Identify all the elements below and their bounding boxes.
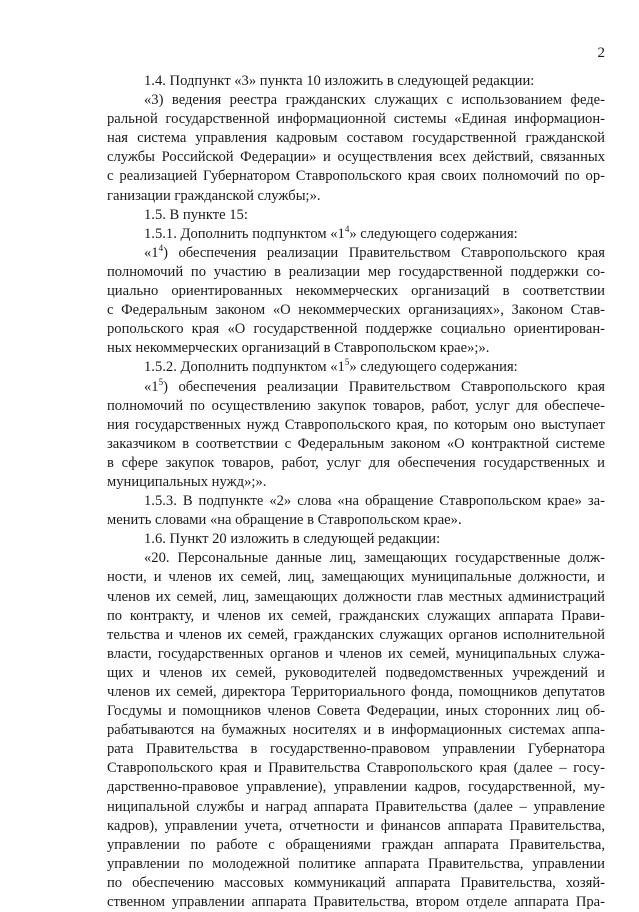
text-line [107,549,605,568]
line-text: «1 [144,378,159,395]
line-text: «3) ведения реестра гражданских служащих с использованием феде- [144,92,605,109]
line-text: членов их семей, директора Территориального фонда, помощников депутатов [107,684,605,700]
superscript: 5 [158,376,164,387]
text-line [107,473,605,492]
line-text: власти, государственных органов и членов их семей, муниципальных служа- [107,645,605,662]
line-text: «20. Персональные данные лиц, замещающих государственные долж- [144,550,605,567]
text-line [107,874,605,893]
text-line [107,683,605,702]
text-line [107,607,605,626]
document-body [107,72,605,912]
line-text: с Федеральным законом «О некоммерческих организациях», Законом Став- [107,302,605,319]
text-line [107,664,605,683]
line-text: управлении по молодежной политике аппарата Правительства, управлении [107,855,605,872]
page-number: 2 [597,45,605,61]
line-text: рата Правительства в государственно-правовом управлении Губернатора [107,741,605,758]
text-line [107,817,605,836]
line-text: ральной государственной информационной системы «Единая информацион- [107,111,605,128]
line-text: 1.5. В пункте 15: [144,206,248,223]
line-text: членов их семей, лиц, замещающих должности глав местных администраций [107,588,605,605]
text-line [107,588,605,607]
text-line [107,320,605,339]
text-line [107,511,605,530]
line-text: в сфере закупок товаров, работ, услуг для обеспечения государственных и [107,454,605,471]
line-text: 1.4. Подпункт «3» пункта 10 изложить в следующей редакции: [144,73,535,89]
line-text: ниципальной службы и наград аппарата Правительства (далее – управление [107,798,605,815]
line-text: управлении по работе с обращениями граждан аппарата Правительства, [107,836,605,853]
text-line [107,397,605,416]
line-text: 1.5.2. Дополнить подпунктом «1 [144,359,345,376]
text-line [107,358,605,377]
line-text: ганизации гражданской службы;». [107,187,321,204]
text-line [107,568,605,587]
text-line [107,129,605,148]
text-line [107,148,605,167]
line-text: полномочий по осуществлению закупок товаров, работ, услуг для обеспече- [107,397,605,414]
line-text-continued: ) обеспечения реализации Правительством Ставропольского края [163,244,605,261]
superscript: 4 [158,242,164,253]
text-line [107,778,605,797]
line-text: Ставропольского края и Правительства Ставропольского края (далее – госу- [107,760,605,777]
text-line [107,167,605,186]
line-text: с реализацией Губернатором Ставропольского края своих полномочий по ор- [107,168,605,185]
line-text: 1.6. Пункт 20 изложить в следующей редакции: [144,531,441,548]
line-text: ропольского края «О государственной поддержке социально ориентирован- [107,321,605,338]
text-line [107,836,605,855]
text-line [107,721,605,740]
text-line [107,110,605,129]
line-text: щих и членов их семей, руководителей подведомственных учреждений и [107,664,605,681]
text-line [107,454,605,473]
line-text: службы Российской Федерации» и осуществления всех действий, связанных [107,149,605,166]
text-line [107,702,605,721]
text-line [107,339,605,358]
text-line [107,645,605,664]
text-line [107,855,605,874]
text-line [107,225,605,244]
line-text: циально ориентированных некоммерческих организаций в соответствии [107,283,605,300]
superscript: 4 [344,223,350,234]
text-line [107,91,605,110]
text-line [107,798,605,817]
line-text: тельства и членов их семей, гражданских служащих органов исполнительной [107,626,605,643]
line-text: ных некоммерческих организаций в Ставропольском крае»;». [107,340,490,357]
line-text: ственном управлении аппарата Правительства, втором отделе аппарата Пра- [107,894,605,911]
line-text: дарственно-правовое управление), управлении кадров, государственной, му- [107,779,605,796]
text-line [107,282,605,301]
line-text: 1.5.1. Дополнить подпунктом «1 [144,225,345,242]
text-line [107,187,605,206]
line-text: 1.5.3. В подпункте «2» слова «на обращение Ставропольском крае» за- [144,493,605,510]
line-text: заказчиком в соответствии с Федеральным законом «О контрактной системе [107,435,605,452]
line-text: «1 [144,244,159,261]
text-line [107,378,605,397]
line-text: муниципальных нужд»;». [107,473,267,490]
line-text: менить словами «на обращение в Ставропольском крае». [107,512,462,529]
text-line [107,263,605,282]
line-text: полномочий по участию в реализации мер государственной поддержки со- [107,263,605,280]
text-line [107,301,605,320]
line-text: Госдумы и помощников членов Совета Федерации, иных сторонних лиц об- [107,703,605,720]
text-line [107,492,605,511]
text-line [107,416,605,435]
line-text: по обеспечению массовых коммуникаций аппарата Правительства, хозяй- [107,874,605,891]
line-text: рабатываются на бумажных носителях и в информационных системах аппа- [107,722,605,739]
text-line [107,626,605,645]
text-line [107,435,605,454]
line-text: ности, и членов их семей, лиц, замещающих муниципальные должности, и [107,569,605,586]
line-text: ная система управления кадровым составом государственной гражданской [107,130,605,147]
line-text-continued: » следующего содержания: [349,359,518,376]
line-text-continued: ) обеспечения реализации Правительством Ставропольского края [163,378,605,395]
line-text: по контракту, и членов их семей, гражданских служащих аппарата Прави- [107,607,605,624]
text-line [107,244,605,263]
text-line [107,759,605,778]
line-text: ния государственных нужд Ставропольского края, по которым оно выступает [107,416,605,433]
text-line [107,72,605,91]
line-text-continued: » следующего содержания: [349,225,518,242]
superscript: 5 [344,357,350,368]
line-text: кадров), управлении учета, отчетности и финансов аппарата Правительства, [107,817,605,834]
text-line [107,206,605,225]
text-line [107,740,605,759]
text-line [107,530,605,549]
